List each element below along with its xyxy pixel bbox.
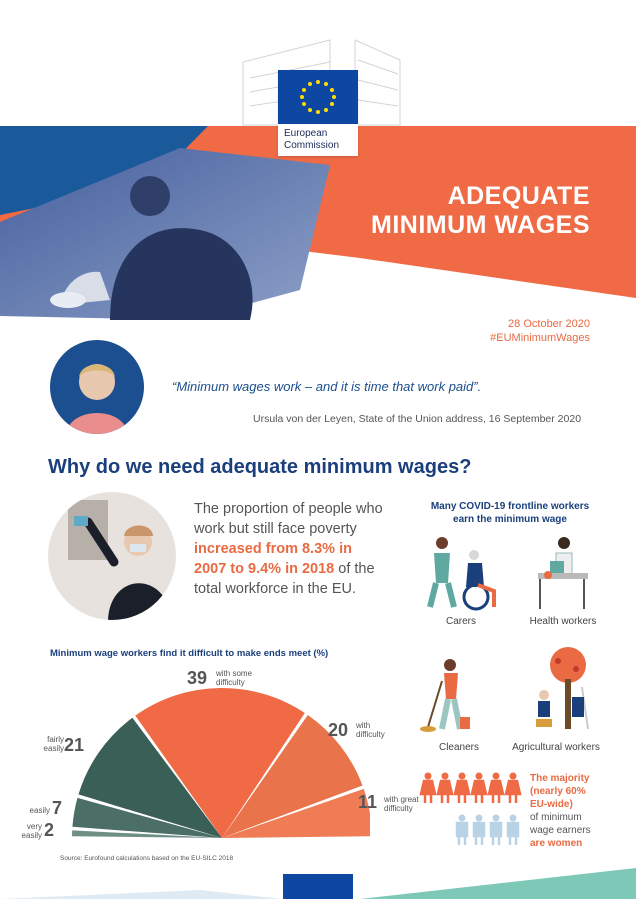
page-title xyxy=(360,182,590,240)
pie-label-easily: easily xyxy=(29,806,50,815)
woman-icon xyxy=(506,773,520,804)
pie-value-easily: 7 xyxy=(52,798,63,818)
logo-line2: Commission xyxy=(284,140,340,151)
header xyxy=(0,0,636,330)
worker-icons xyxy=(420,535,620,745)
chart-title: Minimum wage workers find it difficult to make ends meet (%) xyxy=(50,648,329,659)
logo-line1: European xyxy=(284,128,328,139)
eu-flag-icon xyxy=(278,70,358,124)
pie-value-great-difficulty: 11 xyxy=(358,792,378,812)
pie-label-very-easily: very easily xyxy=(21,822,42,840)
pie-label-some-difficulty: with some difficulty xyxy=(216,669,253,687)
speaker-portrait xyxy=(50,340,144,434)
quote-text: “Minimum wages work – and it is time that work paid”. xyxy=(172,379,482,394)
majority-line4: of minimum xyxy=(530,812,582,823)
majority-text xyxy=(530,772,620,850)
man-icon xyxy=(474,815,484,846)
man-icon xyxy=(491,815,501,846)
carer-icon xyxy=(430,537,494,609)
header-graphics xyxy=(0,0,636,330)
cleaner-photo xyxy=(48,492,176,620)
logo-text xyxy=(284,128,339,152)
chart-source: Source: Eurofound calculations based on the EU-SILC 2018 xyxy=(60,855,234,862)
majority-line6: are women xyxy=(530,838,583,849)
majority-line3: EU-wide) xyxy=(530,799,573,810)
date: 28 October 2020 xyxy=(508,318,590,330)
eu-logo xyxy=(278,70,358,156)
pie-value-difficulty: 20 xyxy=(328,720,349,740)
pie-value-fairly-easily: 21 xyxy=(64,735,85,755)
body-highlight: increased from 8.3% in 2007 to 9.4% in 2018 xyxy=(194,541,352,577)
pie-label-difficulty: with difficulty xyxy=(356,721,385,739)
man-icon xyxy=(508,815,518,846)
woman-icon xyxy=(421,773,435,804)
gender-icons xyxy=(418,770,528,850)
hashtag: #EUMinimumWages xyxy=(490,332,590,344)
pie-label-fairly-easily: fairly easily xyxy=(43,735,64,753)
agricultural-worker-icon xyxy=(536,647,588,729)
worker-label-health: Health workers xyxy=(529,616,597,627)
pie-chart xyxy=(60,680,370,845)
worker-label-agricultural: Agricultural workers xyxy=(512,742,600,753)
majority-line5: wage earners xyxy=(530,825,591,836)
majority-line1: The majority xyxy=(530,773,590,784)
body-post: of the total workforce in the EU. xyxy=(194,561,375,597)
body-pre: The proportion of people who work but still face poverty xyxy=(194,501,383,537)
pie-value-very-easily: 2 xyxy=(44,820,55,840)
woman-icon xyxy=(455,773,469,804)
majority-line2: (nearly 60% xyxy=(530,786,586,797)
title-line2: MINIMUM WAGES xyxy=(371,211,590,239)
footer-graphics xyxy=(0,860,636,899)
pie-label-great-difficulty: with great difficulty xyxy=(384,795,419,813)
woman-icon xyxy=(489,773,503,804)
quote-attribution: Ursula von der Leyen, State of the Union address, 16 September 2020 xyxy=(253,413,582,425)
worker-label-carers: Carers xyxy=(445,616,476,627)
woman-icon xyxy=(472,773,486,804)
covid-title: Many COVID-19 frontline workers earn the minimum wage xyxy=(430,501,590,525)
worker-label-cleaners: Cleaners xyxy=(438,742,480,753)
health-worker-icon xyxy=(538,537,588,609)
section-title: Why do we need adequate minimum wages? xyxy=(48,456,472,478)
poverty-text xyxy=(194,499,384,599)
pie-value-some-difficulty: 39 xyxy=(187,668,208,688)
cleaner-icon xyxy=(420,659,470,732)
woman-icon xyxy=(438,773,452,804)
title-line1: ADEQUATE xyxy=(447,182,590,210)
man-icon xyxy=(457,815,467,846)
